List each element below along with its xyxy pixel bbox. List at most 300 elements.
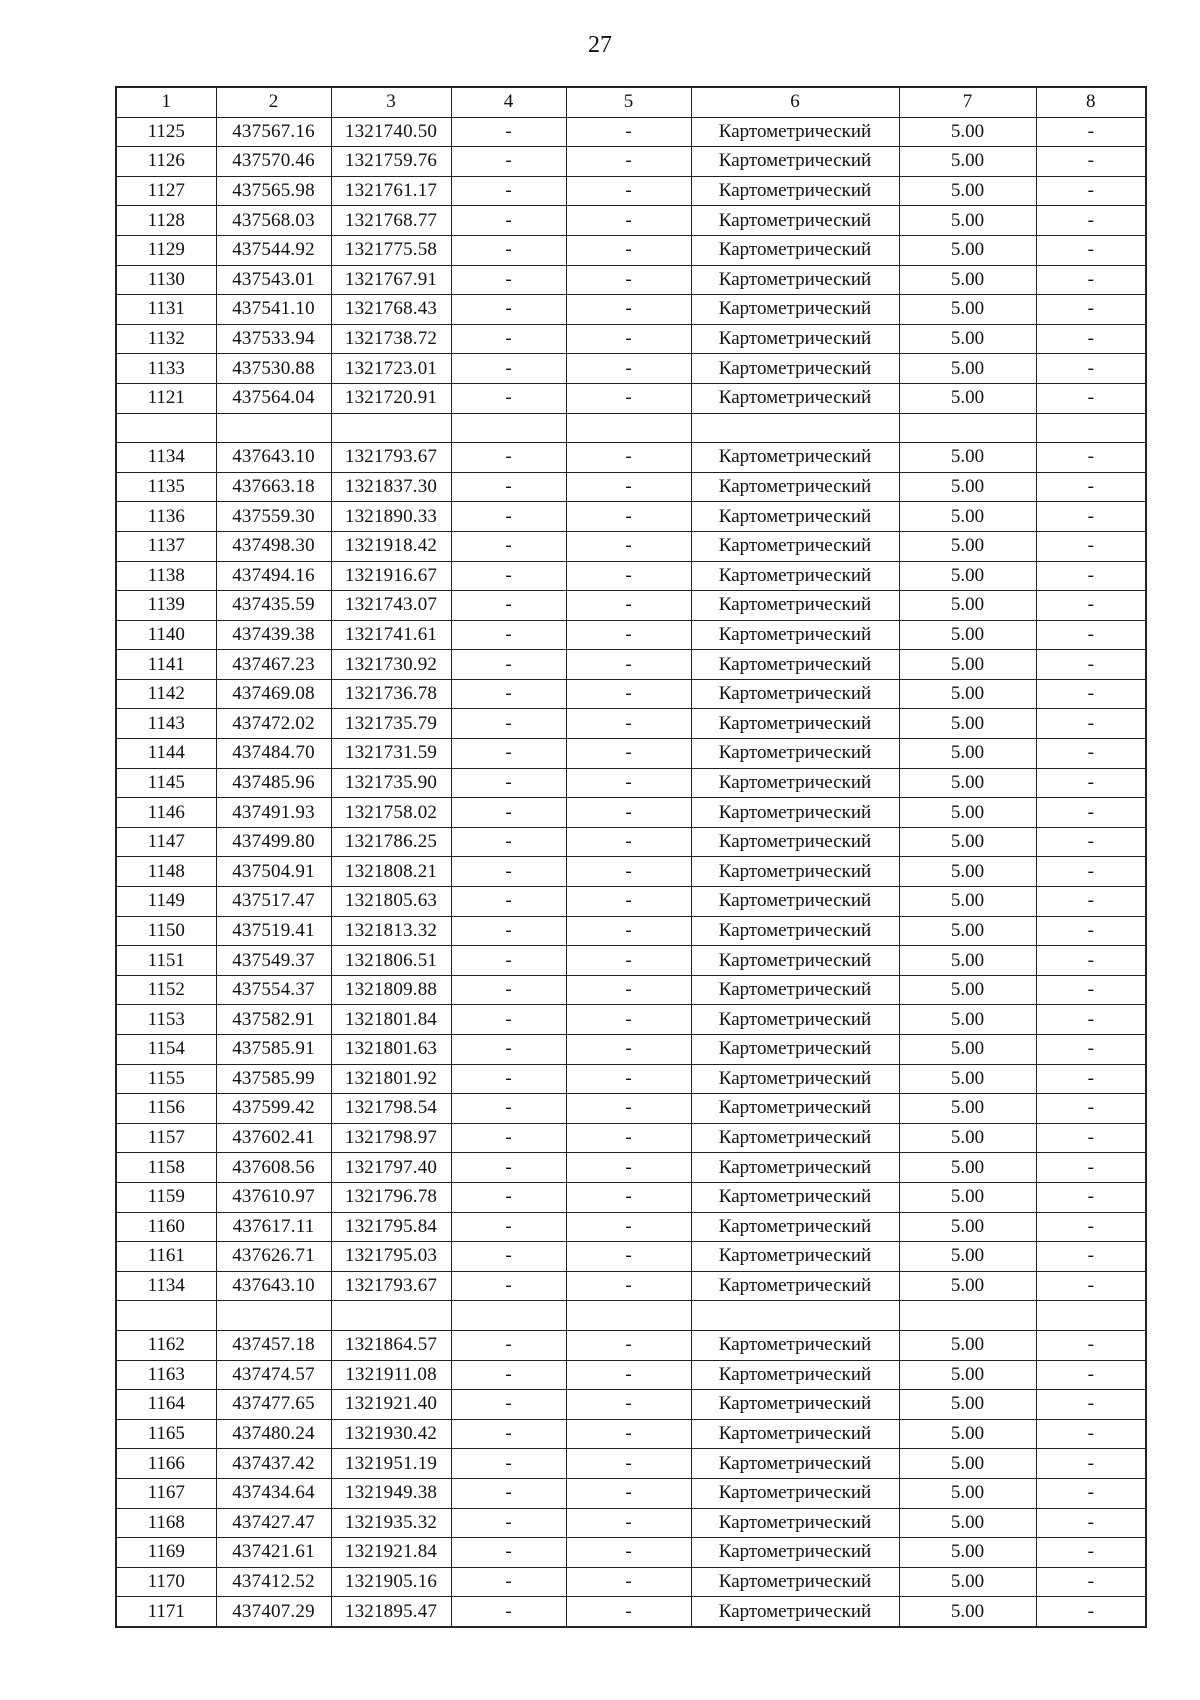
cell-coord-x: 437437.42 (216, 1449, 331, 1479)
cell-coord-x: 437610.97 (216, 1182, 331, 1212)
cell-coord-y: 1321759.76 (331, 147, 451, 177)
cell-accuracy: 5.00 (899, 561, 1036, 591)
table-row (116, 1538, 1146, 1568)
cell-coord-x: 437530.88 (216, 354, 331, 384)
cell-point-number: 1130 (116, 265, 216, 295)
cell-col-5: - (566, 1508, 691, 1538)
cell-method: Картометрический (691, 1242, 899, 1272)
cell-method: Картометрический (691, 206, 899, 236)
cell-point-number: 1145 (116, 768, 216, 798)
cell-coord-y (331, 1301, 451, 1331)
cell-col-5: - (566, 1449, 691, 1479)
cell-col-5: - (566, 1005, 691, 1035)
cell-coord-x: 437434.64 (216, 1478, 331, 1508)
cell-coord-y: 1321864.57 (331, 1330, 451, 1360)
cell-col-8: - (1036, 295, 1146, 325)
cell-accuracy: 5.00 (899, 1390, 1036, 1420)
cell-coord-y: 1321801.84 (331, 1005, 451, 1035)
table-body (116, 117, 1146, 1627)
cell-col-4: - (451, 768, 566, 798)
cell-col-8: - (1036, 443, 1146, 473)
separator-row (116, 413, 1146, 443)
cell-col-5: - (566, 561, 691, 591)
cell-col-4: - (451, 147, 566, 177)
cell-col-5: - (566, 443, 691, 473)
cell-point-number: 1142 (116, 679, 216, 709)
cell-point-number: 1155 (116, 1064, 216, 1094)
cell-col-5: - (566, 857, 691, 887)
cell-point-number (116, 413, 216, 443)
cell-point-number: 1168 (116, 1508, 216, 1538)
cell-col-8: - (1036, 265, 1146, 295)
cell-coord-y: 1321793.67 (331, 443, 451, 473)
cell-point-number: 1125 (116, 117, 216, 147)
table-row (116, 1360, 1146, 1390)
cell-coord-y: 1321895.47 (331, 1597, 451, 1627)
table-row (116, 1094, 1146, 1124)
cell-method: Картометрический (691, 739, 899, 769)
cell-accuracy: 5.00 (899, 1538, 1036, 1568)
cell-col-4: - (451, 1094, 566, 1124)
cell-accuracy: 5.00 (899, 1212, 1036, 1242)
cell-coord-x: 437544.92 (216, 235, 331, 265)
cell-accuracy: 5.00 (899, 176, 1036, 206)
cell-col-4: - (451, 650, 566, 680)
header-cell-2: 2 (216, 87, 331, 117)
cell-point-number: 1159 (116, 1182, 216, 1212)
cell-col-5: - (566, 1390, 691, 1420)
cell-method: Картометрический (691, 857, 899, 887)
table-row (116, 1330, 1146, 1360)
cell-method: Картометрический (691, 709, 899, 739)
cell-col-4: - (451, 709, 566, 739)
cell-coord-y: 1321801.92 (331, 1064, 451, 1094)
cell-col-4: - (451, 206, 566, 236)
cell-method: Картометрический (691, 1449, 899, 1479)
cell-method: Картометрический (691, 383, 899, 413)
cell-col-5: - (566, 265, 691, 295)
table-row (116, 1508, 1146, 1538)
cell-point-number: 1164 (116, 1390, 216, 1420)
cell-col-4: - (451, 591, 566, 621)
cell-coord-y: 1321921.40 (331, 1390, 451, 1420)
cell-col-8: - (1036, 1449, 1146, 1479)
cell-col-4: - (451, 1064, 566, 1094)
cell-col-8: - (1036, 887, 1146, 917)
cell-coord-x: 437477.65 (216, 1390, 331, 1420)
cell-method: Картометрический (691, 1330, 899, 1360)
cell-col-5: - (566, 1271, 691, 1301)
cell-col-5: - (566, 206, 691, 236)
cell-accuracy: 5.00 (899, 206, 1036, 236)
cell-col-4: - (451, 1419, 566, 1449)
cell-point-number: 1170 (116, 1567, 216, 1597)
table-row (116, 1390, 1146, 1420)
cell-col-8: - (1036, 739, 1146, 769)
cell-col-8: - (1036, 561, 1146, 591)
cell-col-4: - (451, 1242, 566, 1272)
cell-coord-x: 437467.23 (216, 650, 331, 680)
cell-col-4: - (451, 295, 566, 325)
cell-col-5: - (566, 1597, 691, 1627)
cell-col-4: - (451, 887, 566, 917)
cell-col-8: - (1036, 916, 1146, 946)
cell-col-8: - (1036, 946, 1146, 976)
table-row (116, 1449, 1146, 1479)
table-row (116, 620, 1146, 650)
cell-point-number: 1154 (116, 1035, 216, 1065)
cell-col-8: - (1036, 147, 1146, 177)
table-row (116, 798, 1146, 828)
cell-coord-x: 437472.02 (216, 709, 331, 739)
cell-coord-x: 437585.91 (216, 1035, 331, 1065)
cell-accuracy: 5.00 (899, 709, 1036, 739)
cell-col-8: - (1036, 1005, 1146, 1035)
cell-col-8: - (1036, 1390, 1146, 1420)
cell-accuracy: 5.00 (899, 798, 1036, 828)
cell-accuracy: 5.00 (899, 1360, 1036, 1390)
cell-coord-y: 1321795.03 (331, 1242, 451, 1272)
cell-coord-x: 437554.37 (216, 975, 331, 1005)
cell-col-8: - (1036, 1094, 1146, 1124)
cell-coord-y: 1321798.54 (331, 1094, 451, 1124)
cell-col-5: - (566, 1212, 691, 1242)
table-row (116, 1153, 1146, 1183)
cell-point-number: 1163 (116, 1360, 216, 1390)
cell-point-number: 1131 (116, 295, 216, 325)
cell-col-5: - (566, 1094, 691, 1124)
cell-col-8: - (1036, 531, 1146, 561)
table-row (116, 1064, 1146, 1094)
table-row (116, 265, 1146, 295)
cell-coord-x: 437567.16 (216, 117, 331, 147)
cell-coord-x: 437549.37 (216, 946, 331, 976)
cell-point-number: 1161 (116, 1242, 216, 1272)
cell-coord-y: 1321951.19 (331, 1449, 451, 1479)
table-row (116, 709, 1146, 739)
cell-method: Картометрический (691, 265, 899, 295)
cell-point-number: 1150 (116, 916, 216, 946)
cell-point-number: 1143 (116, 709, 216, 739)
cell-coord-y: 1321798.97 (331, 1123, 451, 1153)
cell-coord-y: 1321730.92 (331, 650, 451, 680)
cell-point-number: 1165 (116, 1419, 216, 1449)
cell-col-8: - (1036, 1212, 1146, 1242)
cell-accuracy: 5.00 (899, 235, 1036, 265)
cell-accuracy: 5.00 (899, 265, 1036, 295)
cell-point-number: 1132 (116, 324, 216, 354)
cell-method: Картометрический (691, 324, 899, 354)
cell-col-8: - (1036, 383, 1146, 413)
cell-col-5: - (566, 887, 691, 917)
cell-method: Картометрический (691, 1567, 899, 1597)
cell-coord-x: 437565.98 (216, 176, 331, 206)
cell-col-4 (451, 1301, 566, 1331)
cell-point-number: 1171 (116, 1597, 216, 1627)
cell-col-4: - (451, 235, 566, 265)
cell-point-number: 1139 (116, 591, 216, 621)
cell-coord-x: 437602.41 (216, 1123, 331, 1153)
cell-col-4: - (451, 1005, 566, 1035)
cell-col-5: - (566, 650, 691, 680)
cell-point-number: 1149 (116, 887, 216, 917)
cell-method: Картометрический (691, 472, 899, 502)
cell-col-8: - (1036, 1360, 1146, 1390)
cell-col-8: - (1036, 1478, 1146, 1508)
cell-col-5: - (566, 916, 691, 946)
cell-method: Картометрический (691, 1094, 899, 1124)
table-row (116, 147, 1146, 177)
cell-col-8: - (1036, 472, 1146, 502)
cell-coord-y: 1321735.79 (331, 709, 451, 739)
table-header (116, 87, 1146, 117)
cell-col-4: - (451, 1271, 566, 1301)
cell-col-5: - (566, 354, 691, 384)
cell-col-4: - (451, 472, 566, 502)
cell-point-number: 1156 (116, 1094, 216, 1124)
cell-coord-x: 437582.91 (216, 1005, 331, 1035)
cell-col-5: - (566, 1538, 691, 1568)
cell-accuracy: 5.00 (899, 1153, 1036, 1183)
cell-point-number: 1140 (116, 620, 216, 650)
cell-coord-y: 1321720.91 (331, 383, 451, 413)
page-number: 27 (588, 32, 612, 58)
table-row (116, 1597, 1146, 1627)
header-cell-8: 8 (1036, 87, 1146, 117)
cell-point-number: 1136 (116, 502, 216, 532)
cell-coord-x: 437499.80 (216, 827, 331, 857)
cell-method: Картометрический (691, 531, 899, 561)
cell-col-5: - (566, 1182, 691, 1212)
cell-col-8: - (1036, 1182, 1146, 1212)
cell-point-number: 1144 (116, 739, 216, 769)
cell-col-4: - (451, 1508, 566, 1538)
cell-accuracy: 5.00 (899, 620, 1036, 650)
cell-method: Картометрический (691, 443, 899, 473)
cell-coord-x: 437504.91 (216, 857, 331, 887)
cell-point-number (116, 1301, 216, 1331)
cell-point-number: 1129 (116, 235, 216, 265)
cell-point-number: 1135 (116, 472, 216, 502)
cell-col-4: - (451, 1182, 566, 1212)
cell-col-8: - (1036, 650, 1146, 680)
cell-accuracy: 5.00 (899, 354, 1036, 384)
cell-col-8 (1036, 413, 1146, 443)
cell-col-8: - (1036, 709, 1146, 739)
cell-accuracy: 5.00 (899, 679, 1036, 709)
cell-accuracy: 5.00 (899, 650, 1036, 680)
cell-col-8: - (1036, 1330, 1146, 1360)
table-row (116, 206, 1146, 236)
cell-col-4: - (451, 679, 566, 709)
cell-point-number: 1152 (116, 975, 216, 1005)
cell-coord-x: 437585.99 (216, 1064, 331, 1094)
cell-accuracy: 5.00 (899, 1478, 1036, 1508)
table-row (116, 354, 1146, 384)
cell-coord-x: 437643.10 (216, 443, 331, 473)
cell-col-5: - (566, 117, 691, 147)
cell-accuracy: 5.00 (899, 443, 1036, 473)
cell-coord-y: 1321743.07 (331, 591, 451, 621)
cell-coord-y: 1321758.02 (331, 798, 451, 828)
cell-coord-x: 437474.57 (216, 1360, 331, 1390)
cell-col-4: - (451, 354, 566, 384)
cell-col-4: - (451, 561, 566, 591)
cell-accuracy: 5.00 (899, 1597, 1036, 1627)
cell-accuracy: 5.00 (899, 531, 1036, 561)
cell-point-number: 1137 (116, 531, 216, 561)
cell-col-4: - (451, 502, 566, 532)
cell-coord-y: 1321805.63 (331, 887, 451, 917)
cell-accuracy: 5.00 (899, 1005, 1036, 1035)
cell-coord-x: 437517.47 (216, 887, 331, 917)
cell-col-4: - (451, 1538, 566, 1568)
cell-accuracy: 5.00 (899, 1419, 1036, 1449)
cell-coord-x: 437570.46 (216, 147, 331, 177)
cell-col-8: - (1036, 1035, 1146, 1065)
cell-point-number: 1134 (116, 443, 216, 473)
cell-point-number: 1126 (116, 147, 216, 177)
cell-col-4: - (451, 383, 566, 413)
cell-point-number: 1157 (116, 1123, 216, 1153)
cell-col-8 (1036, 1301, 1146, 1331)
cell-col-4: - (451, 946, 566, 976)
cell-coord-y: 1321741.61 (331, 620, 451, 650)
cell-point-number: 1147 (116, 827, 216, 857)
cell-accuracy: 5.00 (899, 147, 1036, 177)
table-row (116, 1271, 1146, 1301)
cell-col-4 (451, 413, 566, 443)
cell-coord-x (216, 1301, 331, 1331)
cell-col-4: - (451, 620, 566, 650)
cell-col-5: - (566, 176, 691, 206)
cell-coord-x: 437568.03 (216, 206, 331, 236)
cell-col-5: - (566, 1123, 691, 1153)
table-row (116, 916, 1146, 946)
cell-coord-y: 1321768.43 (331, 295, 451, 325)
cell-point-number: 1134 (116, 1271, 216, 1301)
header-cell-1: 1 (116, 87, 216, 117)
cell-col-4: - (451, 798, 566, 828)
cell-accuracy: 5.00 (899, 1567, 1036, 1597)
cell-coord-x: 437564.04 (216, 383, 331, 413)
table-row (116, 946, 1146, 976)
table-row (116, 176, 1146, 206)
cell-col-5: - (566, 324, 691, 354)
cell-coord-y: 1321935.32 (331, 1508, 451, 1538)
cell-method: Картометрический (691, 591, 899, 621)
table-row (116, 1242, 1146, 1272)
cell-accuracy: 5.00 (899, 1330, 1036, 1360)
table-row (116, 443, 1146, 473)
cell-col-5: - (566, 147, 691, 177)
cell-method: Картометрический (691, 1538, 899, 1568)
table-row (116, 502, 1146, 532)
cell-col-4: - (451, 857, 566, 887)
table-row (116, 975, 1146, 1005)
cell-coord-y: 1321767.91 (331, 265, 451, 295)
cell-accuracy: 5.00 (899, 324, 1036, 354)
cell-point-number: 1138 (116, 561, 216, 591)
cell-col-5: - (566, 709, 691, 739)
cell-method: Картометрический (691, 887, 899, 917)
cell-method: Картометрический (691, 1390, 899, 1420)
header-cell-4: 4 (451, 87, 566, 117)
table-row (116, 295, 1146, 325)
cell-coord-x: 437485.96 (216, 768, 331, 798)
cell-col-5: - (566, 620, 691, 650)
table-row (116, 857, 1146, 887)
cell-col-5: - (566, 798, 691, 828)
cell-method: Картометрический (691, 502, 899, 532)
cell-col-8: - (1036, 324, 1146, 354)
cell-coord-y: 1321796.78 (331, 1182, 451, 1212)
cell-col-4: - (451, 975, 566, 1005)
table-row (116, 472, 1146, 502)
table-row (116, 1567, 1146, 1597)
cell-col-4: - (451, 443, 566, 473)
cell-point-number: 1160 (116, 1212, 216, 1242)
cell-accuracy: 5.00 (899, 1123, 1036, 1153)
cell-method: Картометрический (691, 975, 899, 1005)
header-row (116, 87, 1146, 117)
cell-coord-x: 437427.47 (216, 1508, 331, 1538)
cell-method: Картометрический (691, 561, 899, 591)
table-row (116, 1182, 1146, 1212)
cell-col-4: - (451, 1567, 566, 1597)
cell-col-5: - (566, 295, 691, 325)
cell-coord-y: 1321738.72 (331, 324, 451, 354)
cell-coord-x: 437491.93 (216, 798, 331, 828)
cell-point-number: 1153 (116, 1005, 216, 1035)
cell-col-4: - (451, 1360, 566, 1390)
cell-point-number: 1169 (116, 1538, 216, 1568)
cell-col-5: - (566, 679, 691, 709)
cell-method: Картометрический (691, 1064, 899, 1094)
cell-coord-y: 1321949.38 (331, 1478, 451, 1508)
table-row (116, 324, 1146, 354)
separator-row (116, 1301, 1146, 1331)
cell-coord-y: 1321930.42 (331, 1419, 451, 1449)
cell-accuracy: 5.00 (899, 1449, 1036, 1479)
cell-coord-x: 437412.52 (216, 1567, 331, 1597)
cell-point-number: 1167 (116, 1478, 216, 1508)
cell-accuracy: 5.00 (899, 502, 1036, 532)
cell-coord-y: 1321806.51 (331, 946, 451, 976)
cell-col-8: - (1036, 827, 1146, 857)
cell-col-8: - (1036, 768, 1146, 798)
cell-method: Картометрический (691, 1597, 899, 1627)
cell-method: Картометрический (691, 117, 899, 147)
cell-coord-y: 1321735.90 (331, 768, 451, 798)
cell-col-8: - (1036, 117, 1146, 147)
cell-coord-x: 437599.42 (216, 1094, 331, 1124)
cell-coord-y: 1321890.33 (331, 502, 451, 532)
table-row (116, 739, 1146, 769)
cell-col-5: - (566, 1242, 691, 1272)
cell-col-5 (566, 1301, 691, 1331)
cell-method: Картометрический (691, 1419, 899, 1449)
table-row (116, 1123, 1146, 1153)
cell-accuracy: 5.00 (899, 1094, 1036, 1124)
cell-accuracy: 5.00 (899, 768, 1036, 798)
cell-col-8: - (1036, 620, 1146, 650)
cell-coord-y: 1321797.40 (331, 1153, 451, 1183)
cell-col-5: - (566, 1330, 691, 1360)
cell-col-4: - (451, 117, 566, 147)
cell-coord-y: 1321813.32 (331, 916, 451, 946)
table-row (116, 531, 1146, 561)
